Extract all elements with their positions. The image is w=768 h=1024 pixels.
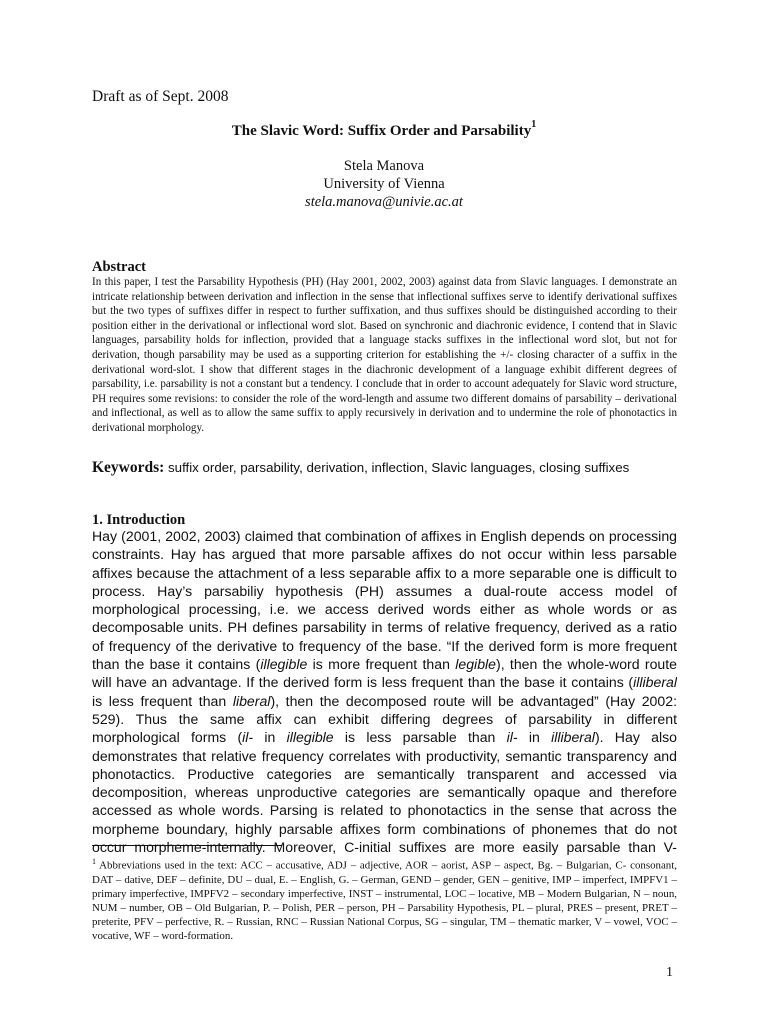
body-line: morpheme boundary, highly parsable affixes form combinations of phonemes that do not: [92, 820, 677, 837]
body-line: [92, 728, 677, 746]
author-email[interactable]: stela.manova@univie.ac.at: [305, 194, 463, 210]
text-run: is less parsable than: [333, 729, 507, 746]
section-heading-introduction: 1. Introduction: [92, 512, 186, 528]
italic-term: liberal: [232, 692, 271, 709]
abstract-heading: Abstract: [92, 259, 146, 275]
text-run: is less frequent than: [92, 692, 233, 709]
paper-title: [0, 121, 768, 140]
author-block: [0, 157, 768, 211]
body-line: Hay (2001, 2002, 2003) claimed that combination of affixes in English depends on processing: [92, 528, 677, 544]
italic-term: illegible: [260, 656, 308, 673]
italic-term: il-: [242, 729, 254, 746]
author-name: Stela Manova: [343, 158, 425, 174]
text-run: ), then the whole-word route: [496, 656, 677, 673]
footnote-separator: [92, 845, 282, 846]
text-run: in: [517, 729, 552, 746]
page-number: 1: [666, 965, 673, 980]
body-line: morphological processing, i.e. we access derived words either as whole words or as: [92, 601, 677, 618]
body-line: of frequency of the derivative to frequency of the base. “If the derived form is more frequent: [92, 637, 677, 654]
text-run: ), then the decomposed route will be advantaged” (Hay 2002:: [270, 692, 677, 709]
body-line: [92, 655, 677, 673]
text-run: in: [253, 729, 287, 746]
body-line: 529). Thus the same affix can exhibit differing degrees of parsability in different: [92, 710, 677, 727]
text-run: ). Hay also: [594, 729, 677, 746]
keywords-text: suffix order, parsability, derivation, inflection, Slavic languages, closing suffixes: [168, 460, 630, 475]
keywords-line: [92, 459, 692, 477]
abstract-text: In this paper, I test the Parsability Hypothesis (PH) (Hay 2001, 2002, 2003) against data from Slavic languages. I demonstrate an intricate relationship between derivation and inflection in the sense that inflectional suffixes serve to identify derivational suffixes but the two types of suffixes differ in respect to further suffixation, and thus suffixes should be distinguished according to their position either in the derivational or inflectional word slot. Based on synchronic and diachronic evidence, I contend that in Slavic languages, parsability holds for inflection, provided that a language stacks suffixes in the inflectional word slot, but not for derivation, though parsability may be used as a supporting criterion for establishing the +/- closing character of a suffix in the derivational word-slot. I show that different stages in the diachronic development of a language exhibit different degrees of parsability, i.e. parsability is not a constant but a tendency. I conclude that in order to account adequately for Slavic word structure, PH requires some revisions: to consider the role of the word-length and assume two different domains of parsability – derivational and inflectional, as well as to allow the same suffix to apply recursively in derivation and to undermine the role of phonotactics in derivational morphology.: [92, 276, 677, 434]
body-line: decomposition, whereas unproductive categories are semantically opaque and therefore: [92, 784, 677, 801]
body-line: process. Hay’s parsabiliy hypothesis (PH) assumes a dual-route access model of: [92, 582, 677, 599]
italic-term: il-: [506, 729, 518, 746]
text-run: is more frequent than: [307, 656, 456, 673]
introduction-body: [92, 527, 677, 856]
italic-term: illiberal: [551, 729, 595, 746]
draft-note: Draft as of Sept. 2008: [92, 88, 229, 105]
body-line: occur morpheme-internally. Moreover, C-initial suffixes are more easily parsable than V-: [92, 839, 677, 856]
body-line: decomposable units. PH defines parsability in terms of relative frequency, derived as a ratio: [92, 619, 677, 636]
title-footnote-mark[interactable]: 1: [531, 119, 537, 130]
author-affiliation: University of Vienna: [323, 176, 445, 192]
body-line: [92, 692, 677, 710]
body-line: demonstrates that relative frequency correlates with productivity, semantic transparency and: [92, 747, 677, 764]
keywords-label: Keywords:: [92, 459, 165, 476]
footnote-text: Abbreviations used in the text: ACC – accusative, ADJ – adjective, AOR – aorist, ASP – aspect, Bg. – Bulgarian, C- consonant, DAT – dative, DEF – definite, DU – dual, E. – English, G. – German, GEND – gender, GEN – genitive, IMP – imperfect, IMPFV1 – primary imperfective, IMPFV2 – secondary imperfective, INST – instrumental, LOC – locative, MB – Modern Bulgarian, N – noun, NUM – number, OB – Old Bulgarian, P. – Polish, PER – person, PH – Parsability Hypothesis, PL – plural, PRES – present, PRET – preterite, PFV – perfective, R. – Russian, RNC – Russian National Corpus, SG – singular, TM – thematic marker, V – vowel, VOC – vocative, WF – word-formation.: [92, 859, 677, 943]
text-run: will have an advantage. If the derived form is less frequent than the base it contains (: [92, 674, 634, 691]
body-line: [92, 673, 677, 691]
italic-term: illegible: [286, 729, 334, 746]
footnote-mark: 1: [92, 857, 96, 866]
body-line: constraints. Hay has argued that more parsable affixes do not occur within less parsable: [92, 546, 677, 563]
italic-term: legible: [455, 656, 496, 673]
paper-title-text: The Slavic Word: Suffix Order and Parsability: [231, 123, 532, 139]
footnote-1: [92, 855, 677, 943]
text-run: than the base it contains (: [92, 656, 261, 673]
italic-term: illiberal: [633, 674, 677, 691]
body-line: affixes because the attachment of a less separable affix to a more separable one is difficult to: [92, 564, 677, 581]
text-run: morphological forms (: [92, 729, 243, 746]
body-line: phonotactics. Productive categories are semantically transparent and accessed via: [92, 765, 677, 782]
body-line: accessed as whole words. Parsing is related to phonotactics in the sense that across the: [92, 802, 677, 819]
